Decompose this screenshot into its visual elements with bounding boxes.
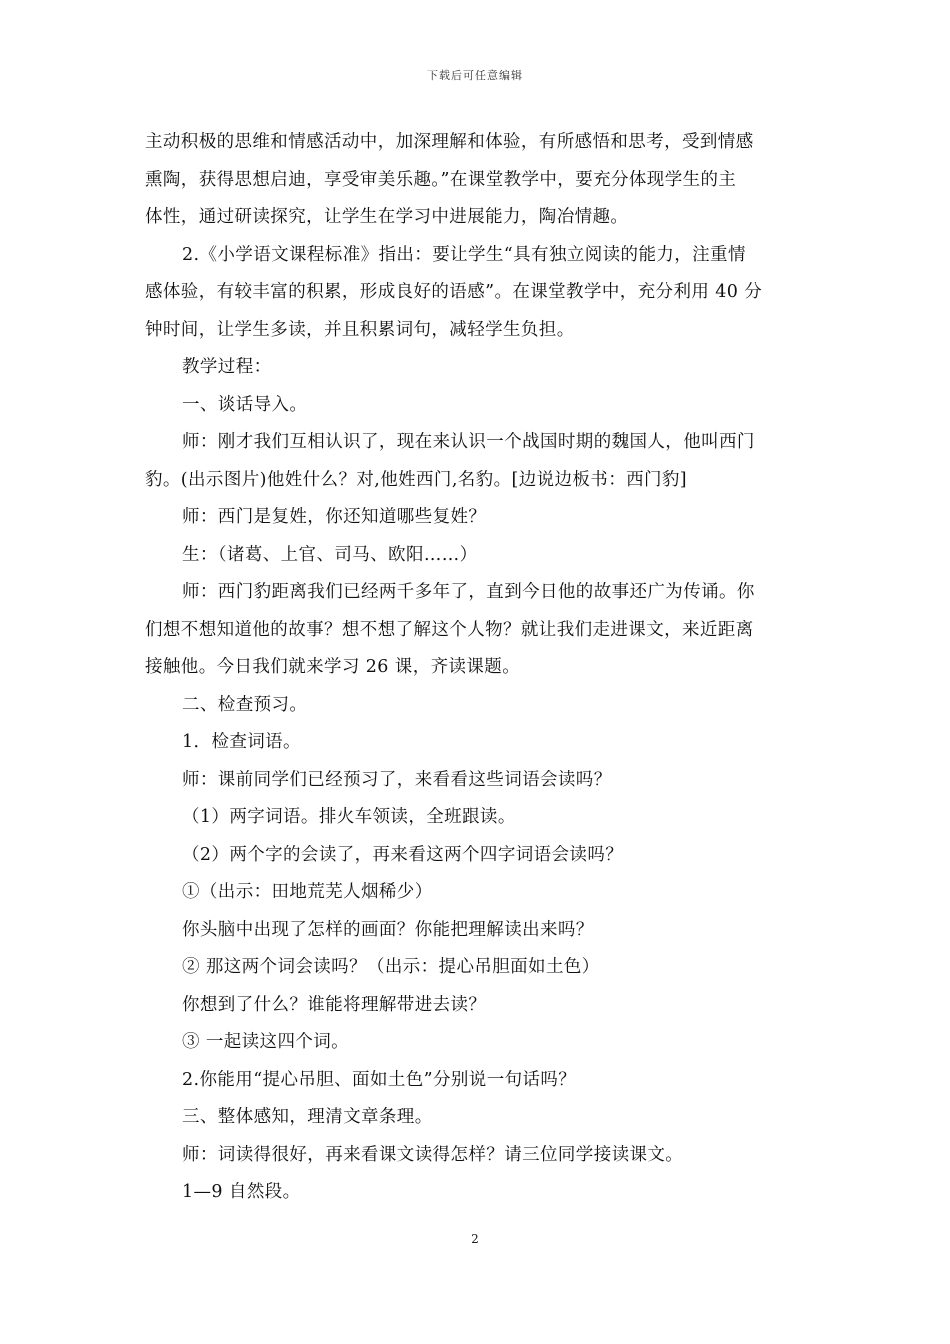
text-line: （1）两字词语。排火车领读，全班跟读。 bbox=[182, 807, 516, 827]
document-body bbox=[145, 124, 810, 1212]
text-line: 熏陶，获得思想启迪，享受审美乐趣。”在课堂教学中，要充分体现学生的主 bbox=[145, 169, 737, 190]
page-header: 下载后可任意编辑 bbox=[427, 69, 523, 82]
text-line: ② 那这两个词会读吗？（出示：提心吊胆面如土色） bbox=[182, 957, 600, 977]
section-heading: 三、整体感知，理清文章条理。 bbox=[182, 1107, 433, 1127]
text-line: ③ 一起读这四个词。 bbox=[182, 1032, 350, 1052]
text-line: 师：词读得很好，再来看课文读得怎样？请三位同学接读课文。 bbox=[182, 1144, 684, 1165]
text-line: 主动积极的思维和情感活动中，加深理解和体验，有所感悟和思考，受到情感 bbox=[145, 132, 754, 152]
text-line: ①（出示：田地荒芜人烟稀少） bbox=[182, 882, 433, 902]
text-line: 1．检查词语。 bbox=[182, 732, 301, 752]
section-heading: 二、检查预习。 bbox=[182, 694, 308, 715]
text-line: 钟时间，让学生多读，并且积累词句，减轻学生负担。 bbox=[145, 319, 575, 340]
text-line: 接触他。今日我们就来学习 26 课，齐读课题。 bbox=[145, 657, 521, 677]
text-line: 体性，通过研读探究，让学生在学习中进展能力，陶冶情趣。 bbox=[145, 207, 629, 227]
text-line: 1—9 自然段。 bbox=[182, 1182, 301, 1202]
text-line: 师：课前同学们已经预习了，来看看这些词语会读吗？ bbox=[182, 769, 612, 790]
section-heading: 教学过程： bbox=[182, 357, 272, 377]
text-line: 师：刚才我们互相认识了，现在来认识一个战国时期的魏国人，他叫西门 bbox=[182, 432, 755, 452]
text-line: 感体验，有较丰富的积累，形成良好的语感”。在课堂教学中，充分利用 40 分 bbox=[145, 282, 763, 302]
text-line: 们想不想知道他的故事？想不想了解这个人物？就让我们走进课文，来近距离 bbox=[145, 619, 754, 640]
text-line: 师：西门豹距离我们已经两千多年了，直到今日他的故事还广为传诵。你 bbox=[182, 582, 755, 602]
text-line: 2.你能用“提心吊胆、面如土色”分别说一句话吗？ bbox=[182, 1069, 577, 1090]
page-number: 2 bbox=[471, 1232, 479, 1246]
text-line: 你头脑中出现了怎样的画面？你能把理解读出来吗？ bbox=[182, 919, 594, 940]
text-line: 师：西门是复姓，你还知道哪些复姓？ bbox=[182, 507, 487, 527]
text-line: 2.《小学语文课程标准》指出：要让学生“具有独立阅读的能力，注重情 bbox=[182, 244, 746, 265]
section-heading: 一、谈话导入。 bbox=[182, 394, 308, 415]
text-line: （2）两个字的会读了，再来看这两个四字词语会读吗？ bbox=[182, 844, 624, 865]
text-line: 你想到了什么？谁能将理解带进去读？ bbox=[182, 994, 487, 1015]
text-line: 豹。(出示图片)他姓什么？对,他姓西门,名豹。[边说边板书：西门豹] bbox=[145, 469, 688, 490]
text-line: 生：（诸葛、上官、司马、欧阳……） bbox=[182, 544, 478, 565]
